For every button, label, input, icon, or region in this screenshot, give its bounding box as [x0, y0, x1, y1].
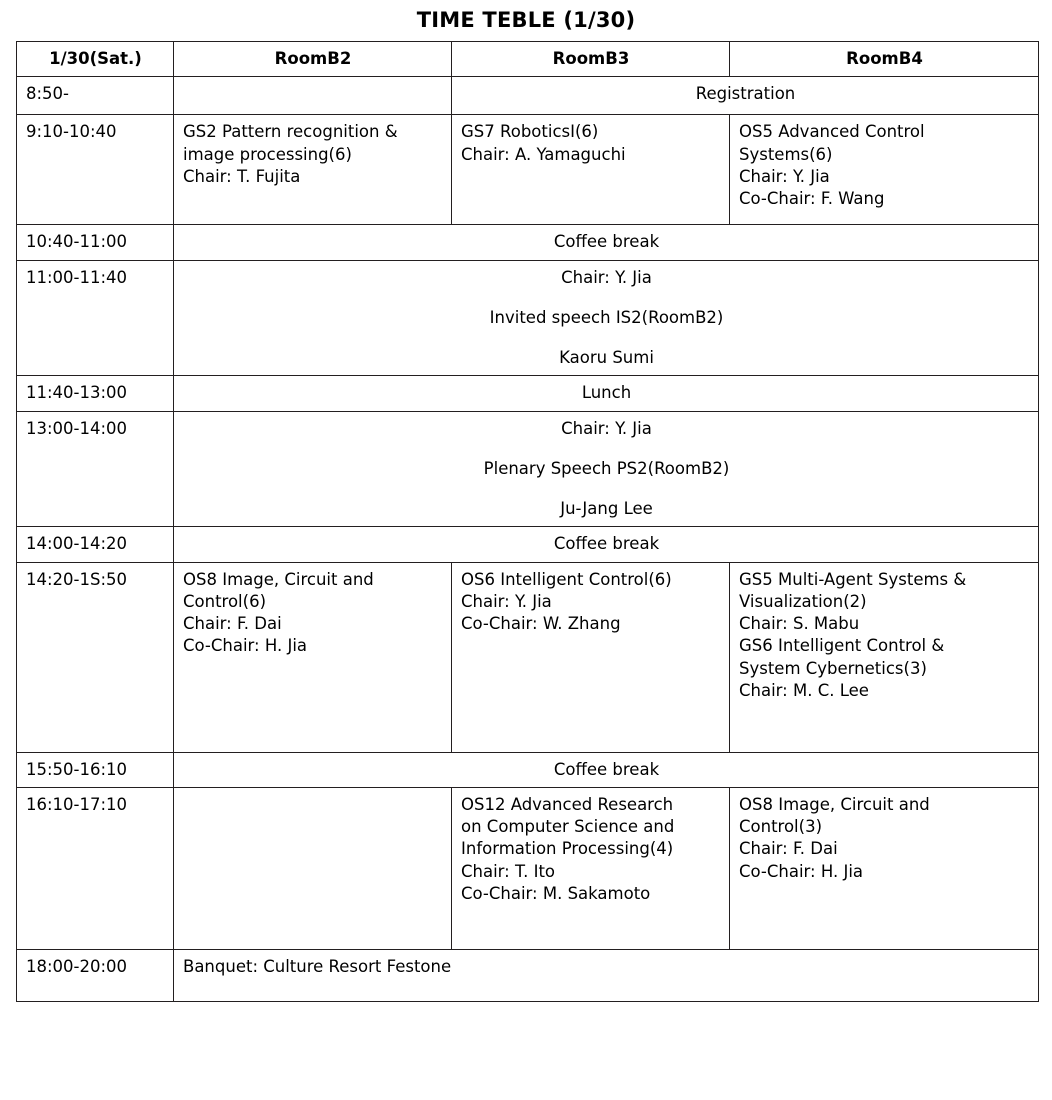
- table-row: [17, 225, 1039, 260]
- cell-line: System Cybernetics(3): [739, 658, 927, 678]
- cell-line: OS5 Advanced Control: [739, 122, 925, 142]
- cell-line: Chair: Y. Jia: [461, 591, 552, 611]
- cell-line: OS8 Image, Circuit and: [183, 569, 374, 589]
- cell-line: Ju-Jang Lee: [560, 499, 653, 519]
- cell-line: image processing(6): [183, 144, 352, 164]
- cell-coffee-break: Coffee break: [174, 527, 1039, 562]
- cell-line: GS2 Pattern recognition &: [183, 122, 398, 142]
- row-time: 15:50-16:10: [17, 752, 174, 787]
- cell-line: Kaoru Sumi: [559, 348, 654, 368]
- table-row: [17, 411, 1039, 527]
- table-row: [17, 527, 1039, 562]
- cell-line: Control(6): [183, 591, 267, 611]
- cell-roomb4: [730, 115, 1039, 225]
- cell-line: Visualization(2): [739, 591, 867, 611]
- page-title: TIME TEBLE (1/30): [416, 8, 636, 32]
- cell-line: Chair: Y. Jia: [561, 267, 652, 287]
- cell-roomb2: [174, 562, 452, 752]
- cell-roomb3: [452, 562, 730, 752]
- row-time: 10:40-11:00: [17, 225, 174, 260]
- cell-coffee-break: Coffee break: [174, 752, 1039, 787]
- cell-line: GS6 Intelligent Control &: [739, 636, 945, 656]
- cell-line: Chair: S. Mabu: [739, 614, 860, 634]
- cell-line: Plenary Speech PS2(RoomB2): [483, 458, 730, 478]
- timetable: [16, 41, 1039, 1002]
- cell-line: Control(3): [739, 817, 823, 837]
- cell-line: Co-Chair: F. Wang: [739, 189, 885, 209]
- cell-line: OS6 Intelligent Control(6): [461, 569, 672, 589]
- cell-roomb4: [730, 787, 1039, 949]
- column-header-roomb2: RoomB2: [174, 42, 452, 77]
- table-row: [17, 752, 1039, 787]
- cell-line: GS5 Multi-Agent Systems &: [739, 569, 967, 589]
- cell-line: OS12 Advanced Research: [461, 794, 674, 814]
- cell-line: Chair: T. Fujita: [183, 166, 301, 186]
- table-row: [17, 787, 1039, 949]
- row-time: 13:00-14:00: [17, 411, 174, 527]
- cell-line: on Computer Science and: [461, 817, 675, 837]
- cell-invited-speech: [174, 260, 1039, 376]
- cell-line: Chair: M. C. Lee: [739, 680, 869, 700]
- row-time: 9:10-10:40: [17, 115, 174, 225]
- cell-roomb3: [452, 787, 730, 949]
- cell-coffee-break: Coffee break: [174, 225, 1039, 260]
- cell-roomb2: [174, 787, 452, 949]
- cell-roomb3: [452, 115, 730, 225]
- cell-roomb2: [174, 77, 452, 115]
- cell-line: Co-Chair: W. Zhang: [461, 614, 621, 634]
- cell-line: GS7 RoboticsⅠ(6): [461, 122, 599, 142]
- cell-line: Chair: A. Yamaguchi: [461, 144, 626, 164]
- cell-line: Co-Chair: H. Jia: [183, 636, 308, 656]
- row-time: 18:00-20:00: [17, 949, 174, 1001]
- cell-roomb4: [730, 562, 1039, 752]
- cell-plenary-speech: [174, 411, 1039, 527]
- cell-line: Information Processing(4): [461, 839, 674, 859]
- cell-line: Invited speech IS2(RoomB2): [489, 307, 724, 327]
- cell-line: Chair: F. Dai: [739, 839, 838, 859]
- cell-registration: Registration: [452, 77, 1039, 115]
- cell-line: Chair: Y. Jia: [561, 418, 652, 438]
- table-row: [17, 949, 1039, 1001]
- column-header-date: 1/30(Sat.): [17, 42, 174, 77]
- table-row: [17, 115, 1039, 225]
- row-time: 11:00-11:40: [17, 260, 174, 376]
- column-header-roomb3: RoomB3: [452, 42, 730, 77]
- table-header-row: [17, 42, 1039, 77]
- table-row: [17, 376, 1039, 411]
- row-time: 16:10-17:10: [17, 787, 174, 949]
- cell-lunch: Lunch: [174, 376, 1039, 411]
- cell-line: Chair: F. Dai: [183, 614, 282, 634]
- table-row: [17, 562, 1039, 752]
- column-header-roomb4: RoomB4: [730, 42, 1039, 77]
- table-row: [17, 260, 1039, 376]
- cell-line: OS8 Image, Circuit and: [739, 794, 930, 814]
- cell-line: Co-Chair: M. Sakamoto: [461, 883, 651, 903]
- cell-line: Chair: Y. Jia: [739, 166, 830, 186]
- row-time: 14:20-1S:50: [17, 562, 174, 752]
- cell-line: Systems(6): [739, 144, 833, 164]
- cell-banquet: Banquet: Culture Resort Festone: [174, 949, 1039, 1001]
- table-row: [17, 77, 1039, 115]
- row-time: 11:40-13:00: [17, 376, 174, 411]
- row-time: 8:50-: [17, 77, 174, 115]
- row-time: 14:00-14:20: [17, 527, 174, 562]
- cell-roomb2: [174, 115, 452, 225]
- cell-line: Chair: T. Ito: [461, 861, 556, 881]
- cell-line: Co-Chair: H. Jia: [739, 861, 864, 881]
